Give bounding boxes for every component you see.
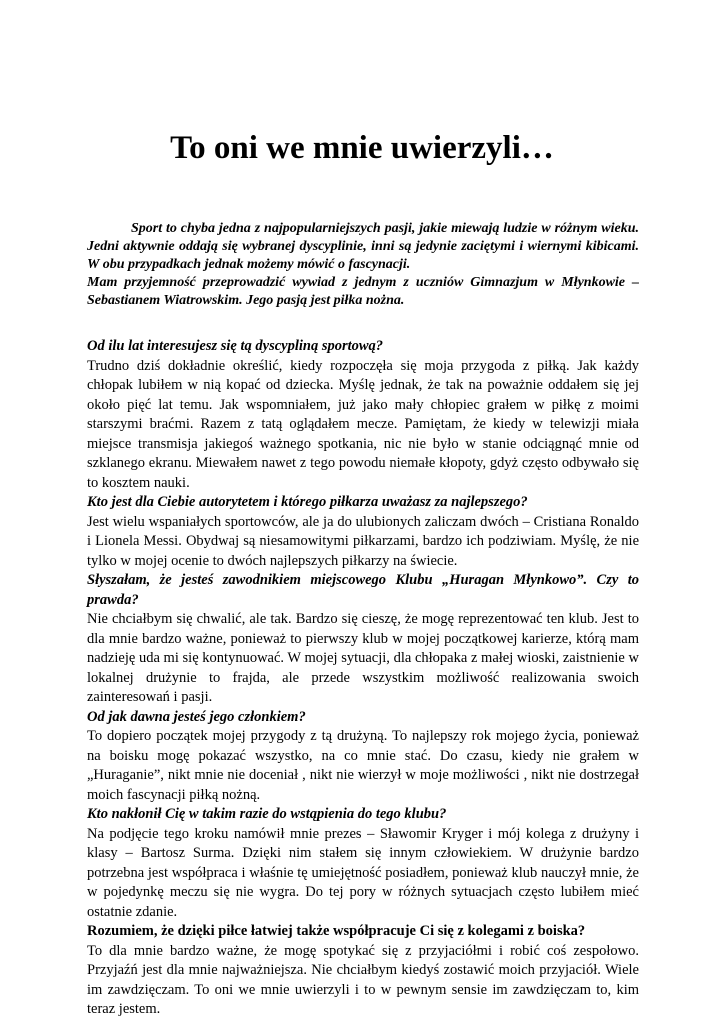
answer-5: Na podjęcie tego kroku namówił mnie prezes – Sławomir Kryger i mój kolega z drużyny i klasy – Bartosz Surma. Dzięki nim stałem się innym człowiekiem. W drużynie bardzo potrzebna jest współpraca i właśnie tę umiejętność posiadłem, ponieważ klub nauczył mnie, że w pojedynkę meczu się nie wygra. Do tej pory w różnych sytuacjach często lubiłem mieć ostatnie zdanie. <box>87 825 639 920</box>
interview-body <box>87 337 639 1020</box>
question-6: Rozumiem, że dzięki piłce łatwiej także współpracuje Ci się z kolegami z boiska? <box>87 923 586 939</box>
lead-paragraph <box>87 220 639 310</box>
question-4: Od jak dawna jesteś jego członkiem? <box>87 708 306 725</box>
answer-2: Jest wielu wspaniałych sportowców, ale ja do ulubionych zaliczam dwóch – Cristiana Ronaldo i Lionela Messi. Obydwaj są niesamowitymi piłkarzami, bardzo ich podziwiam. Myślę, że nie tylko w mojej ocenie to dwóch najlepszych piłkarzy na świecie. <box>87 513 639 569</box>
answer-1: Trudno dziś dokładnie określić, kiedy rozpoczęła się moja przygoda z piłką. Jak każdy chłopak lubiłem w nią kopać od dziecka. Myślę jednak, że tak na poważnie oddałem się jej około pięć lat temu. Jak wspomniałem, już jako mały chłopiec grałem w piłkę z moimi starszymi braćmi. Razem z tatą oglądałem mecze. Pamiętam, że kiedy w telewizji miała miejsce transmisja jakiegoś ważnego spotkania, nic nie było w stanie odciągnąć mnie od szklanego ekranu. Miewałem nawet z tego powodu niemałe kłopoty, gdyż często odbywało się to kosztem nauki. <box>87 357 639 491</box>
question-2: Kto jest dla Ciebie autorytetem i którego piłkarza uważasz za najlepszego? <box>87 494 528 510</box>
answer-6: To dla mnie bardzo ważne, że mogę spotykać się z przyjaciółmi i robić coś zespołowo. Przyjaźń jest dla mnie najważniejsza. Nie chciałbym kiedyś zostawić moich przyjaciół. Wiele im zawdzięczam. To oni we mnie uwierzyli i to w pewnym sensie im zawdzięczam to, kim teraz jestem. <box>87 942 639 1017</box>
question-3: Słyszałam, że jesteś zawodnikiem miejscowego Klubu „Huragan Młynkowo”. Czy to prawda? <box>87 572 639 608</box>
question-5: Kto nakłonił Cię w takim razie do wstąpienia do tego klubu? <box>87 806 447 822</box>
answer-4: To dopiero początek mojej przygody z tą drużyną. To najlepszy rok mojego życia, ponieważ na boisku mogę pokazać wszystko, na co mnie stać. Do czasu, kiedy nie grałem w „Huraganie”, nikt mnie nie doceniał , nikt nie wierzył w moje możliwości , nikt nie dostrzegał moich fascynacji piłką nożną. <box>87 728 639 803</box>
answer-3: Nie chciałbym się chwalić, ale tak. Bardzo się cieszę, że mogę reprezentować ten klub. Jest to dla mnie bardzo ważne, ponieważ to pierwszy klub w mojej początkowej karierze, którą mam nadzieję uda mi się kontynuować. W mojej sytuacji, dla chłopaka z małej wioski, zaistnienie w lokalnej drużynie to frajda, ale przede wszystkim możliwość realizowania swoich zainteresowań i pasji. <box>87 611 639 705</box>
lead-introduction-of-guest: Mam przyjemność przeprowadzić wywiad z jednym z uczniów Gimnazjum w Młynkowie – Sebastianem Wiatrowskim. Jego pasją jest piłka nożna. <box>87 275 639 308</box>
question-1: Od ilu lat interesujesz się tą dyscypliną sportową? <box>87 338 384 354</box>
lead-intro: Sport to chyba jedna z najpopularniejszych pasji, jakie miewają ludzie w różnym wieku. Jedni aktywnie oddają się wybranej dyscyplinie, inni są jedynie zaciętymi i wiernymi kibicami. W obu przypadkach jednak możemy mówić o fascynacji. <box>87 221 639 272</box>
page-title: To oni we mnie uwierzyli… <box>170 130 554 166</box>
